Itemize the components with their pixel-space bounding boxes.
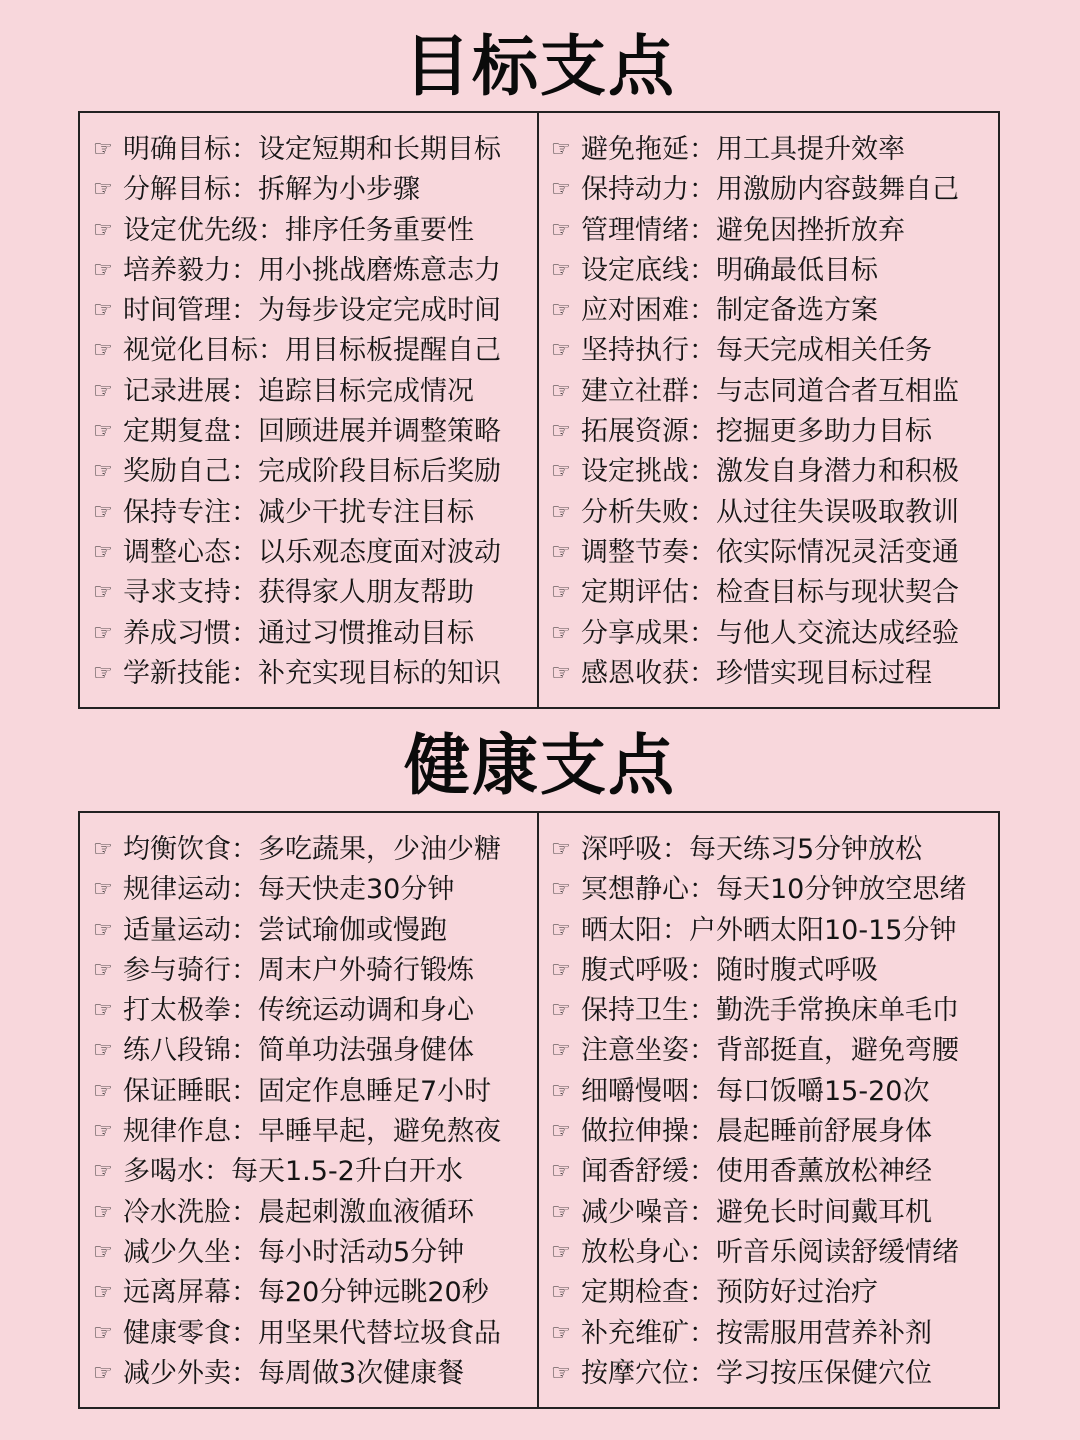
pointing-hand-icon: ☞: [93, 1239, 113, 1265]
list-item-text: 定期复盘：回顾进展并调整策略: [123, 416, 501, 448]
list-item-text: 保持卫生：勤洗手常换床单毛巾: [581, 995, 959, 1027]
pointing-hand-icon: ☞: [93, 177, 113, 203]
list-item-text: 多喝水：每天1.5-2升白开水: [123, 1156, 463, 1188]
list-item-text: 定期评估：检查目标与现状契合: [581, 577, 959, 609]
list-item: [93, 1072, 537, 1112]
goals-right-column: [539, 113, 998, 707]
list-item-text: 健康零食：用坚果代替垃圾食品: [123, 1317, 501, 1349]
list-item-text: 视觉化目标：用目标板提醒自己: [123, 335, 501, 367]
list-item-text: 减少久坐：每小时活动5分钟: [123, 1236, 465, 1268]
list-item: [551, 291, 998, 331]
list-item: [551, 1233, 998, 1273]
pointing-hand-icon: ☞: [93, 957, 113, 983]
list-item-text: 补充维矿：按需服用营养补剂: [581, 1317, 932, 1349]
list-item-text: 时间管理：为每步设定完成时间: [123, 295, 501, 327]
list-item-text: 做拉伸操：晨起睡前舒展身体: [581, 1116, 932, 1148]
list-item: [551, 251, 998, 291]
list-item: [551, 830, 998, 870]
list-item: [551, 1112, 998, 1152]
pointing-hand-icon: ☞: [551, 580, 571, 606]
pointing-hand-icon: ☞: [93, 539, 113, 565]
pointing-hand-icon: ☞: [551, 1320, 571, 1346]
pointing-hand-icon: ☞: [551, 1078, 571, 1104]
list-item-text: 定期检查：预防好过治疗: [581, 1277, 878, 1309]
list-item: [93, 1354, 537, 1394]
pointing-hand-icon: ☞: [551, 1038, 571, 1064]
list-item-text: 记录进展：追踪目标完成情况: [123, 375, 474, 407]
list-item-text: 深呼吸：每天练习5分钟放松: [581, 834, 923, 865]
list-item-text: 奖励自己：完成阶段目标后奖励: [123, 456, 501, 488]
pointing-hand-icon: ☞: [93, 1320, 113, 1346]
pointing-hand-icon: ☞: [93, 1159, 113, 1185]
list-item: [551, 951, 998, 991]
list-item-text: 放松身心：听音乐阅读舒缓情绪: [581, 1236, 959, 1268]
list-item-text: 管理情绪：避免因挫折放弃: [581, 214, 905, 246]
health-left-column: [80, 813, 539, 1407]
list-item-text: 分解目标：拆解为小步骤: [123, 174, 420, 206]
list-item-text: 减少外卖：每周做3次健康餐: [123, 1357, 465, 1389]
list-item-text: 闻香舒缓：使用香薰放松神经: [581, 1156, 932, 1188]
list-item-text: 明确目标：设定短期和长期目标: [123, 134, 501, 165]
pointing-hand-icon: ☞: [551, 298, 571, 324]
pointing-hand-icon: ☞: [551, 338, 571, 364]
pointing-hand-icon: ☞: [93, 1280, 113, 1306]
list-item-text: 注意坐姿：背部挺直，避免弯腰: [581, 1035, 959, 1067]
pointing-hand-icon: ☞: [551, 419, 571, 445]
list-item-text: 冥想静心：每天10分钟放空思绪: [581, 874, 967, 906]
list-item-text: 参与骑行：周末户外骑行锻炼: [123, 954, 474, 986]
list-item: [93, 493, 537, 533]
pointing-hand-icon: ☞: [93, 1078, 113, 1104]
list-item: [93, 1233, 537, 1273]
list-item-text: 减少噪音：避免长时间戴耳机: [581, 1196, 932, 1228]
list-item: [551, 654, 998, 694]
list-item: [551, 1031, 998, 1071]
pointing-hand-icon: ☞: [551, 499, 571, 525]
list-item-text: 分享成果：与他人交流达成经验: [581, 617, 959, 649]
list-item-text: 保持动力：用激励内容鼓舞自己: [581, 174, 959, 206]
list-item: [93, 991, 537, 1031]
list-item: [93, 951, 537, 991]
pointing-hand-icon: ☞: [551, 217, 571, 243]
list-item: [93, 870, 537, 910]
list-item: [93, 533, 537, 573]
list-item: [551, 911, 998, 951]
pointing-hand-icon: ☞: [551, 257, 571, 283]
list-item: [551, 991, 998, 1031]
list-item-text: 保持专注：减少干扰专注目标: [123, 496, 474, 528]
pointing-hand-icon: ☞: [93, 338, 113, 364]
pointing-hand-icon: ☞: [551, 837, 571, 862]
health-right-column: [539, 813, 998, 1407]
list-item-text: 拓展资源：挖掘更多助力目标: [581, 416, 932, 448]
list-item: [93, 1273, 537, 1313]
pointing-hand-icon: ☞: [93, 998, 113, 1024]
list-item: [551, 412, 998, 452]
list-item-text: 学新技能：补充实现目标的知识: [123, 657, 501, 689]
list-item-text: 冷水洗脸：晨起刺激血液循环: [123, 1196, 474, 1228]
list-item-text: 设定底线：明确最低目标: [581, 254, 878, 286]
list-item-text: 练八段锦：简单功法强身健体: [123, 1035, 474, 1067]
pointing-hand-icon: ☞: [93, 1119, 113, 1145]
list-item-text: 适量运动：尝试瑜伽或慢跑: [123, 914, 447, 946]
pointing-hand-icon: ☞: [93, 499, 113, 525]
pointing-hand-icon: ☞: [93, 298, 113, 324]
list-item-text: 细嚼慢咽：每口饭嚼15-20次: [581, 1075, 930, 1107]
pointing-hand-icon: ☞: [93, 1360, 113, 1386]
list-item: [93, 1193, 537, 1233]
list-item-text: 调整心态：以乐观态度面对波动: [123, 536, 501, 568]
list-item: [551, 1314, 998, 1354]
list-item-text: 规律作息：早睡早起，避免熬夜: [123, 1116, 501, 1148]
pointing-hand-icon: ☞: [93, 378, 113, 404]
list-item-text: 远离屏幕：每20分钟远眺20秒: [123, 1277, 489, 1309]
list-item: [551, 533, 998, 573]
list-item: [551, 1354, 998, 1394]
list-item: [93, 1031, 537, 1071]
list-item: [551, 573, 998, 613]
pointing-hand-icon: ☞: [551, 660, 571, 686]
pointing-hand-icon: ☞: [551, 378, 571, 404]
pointing-hand-icon: ☞: [93, 137, 113, 162]
pointing-hand-icon: ☞: [551, 539, 571, 565]
pointing-hand-icon: ☞: [551, 1199, 571, 1225]
pointing-hand-icon: ☞: [551, 1280, 571, 1306]
pointing-hand-icon: ☞: [93, 257, 113, 283]
pointing-hand-icon: ☞: [93, 877, 113, 903]
pointing-hand-icon: ☞: [93, 419, 113, 445]
pointing-hand-icon: ☞: [551, 957, 571, 983]
list-item: [93, 654, 537, 694]
pointing-hand-icon: ☞: [551, 137, 571, 162]
list-item-text: 建立社群：与志同道合者互相监: [581, 375, 959, 407]
list-item-text: 培养毅力：用小挑战磨炼意志力: [123, 254, 501, 286]
list-item: [551, 372, 998, 412]
pointing-hand-icon: ☞: [551, 1239, 571, 1265]
pointing-hand-icon: ☞: [551, 877, 571, 903]
list-item-text: 养成习惯：通过习惯推动目标: [123, 617, 474, 649]
list-item: [93, 291, 537, 331]
list-item: [551, 211, 998, 251]
pointing-hand-icon: ☞: [551, 998, 571, 1024]
list-item-text: 按摩穴位：学习按压保健穴位: [581, 1357, 932, 1389]
list-item: [93, 1314, 537, 1354]
list-item-text: 调整节奏：依实际情况灵活变通: [581, 536, 959, 568]
list-item-text: 均衡饮食：多吃蔬果，少油少糖: [123, 834, 501, 865]
pointing-hand-icon: ☞: [93, 1038, 113, 1064]
list-item: [93, 830, 537, 870]
section-title-goals: 目标支点: [404, 28, 676, 105]
list-item: [93, 211, 537, 251]
list-item: [93, 614, 537, 654]
goals-left-column: [80, 113, 539, 707]
pointing-hand-icon: ☞: [93, 580, 113, 606]
list-item: [93, 130, 537, 170]
list-item: [551, 452, 998, 492]
list-item: [551, 170, 998, 210]
list-item-text: 应对困难：制定备选方案: [581, 295, 878, 327]
pointing-hand-icon: ☞: [551, 177, 571, 203]
list-item-text: 规律运动：每天快走30分钟: [123, 874, 455, 906]
list-item: [551, 1193, 998, 1233]
list-item-text: 设定挑战：激发自身潜力和积极: [581, 456, 959, 488]
list-item-text: 感恩收获：珍惜实现目标过程: [581, 657, 932, 689]
list-item-text: 坚持执行：每天完成相关任务: [581, 335, 932, 367]
pointing-hand-icon: ☞: [93, 620, 113, 646]
list-item: [93, 170, 537, 210]
pointing-hand-icon: ☞: [93, 1199, 113, 1225]
pointing-hand-icon: ☞: [551, 1119, 571, 1145]
list-item: [551, 870, 998, 910]
list-item-text: 寻求支持：获得家人朋友帮助: [123, 577, 474, 609]
list-item-text: 腹式呼吸：随时腹式呼吸: [581, 954, 878, 986]
list-item: [93, 1152, 537, 1192]
list-item: [93, 573, 537, 613]
goals-box: [78, 111, 1000, 709]
pointing-hand-icon: ☞: [551, 1159, 571, 1185]
list-item: [551, 614, 998, 654]
list-item: [93, 372, 537, 412]
list-item: [551, 1273, 998, 1313]
list-item: [93, 331, 537, 371]
list-item: [551, 331, 998, 371]
pointing-hand-icon: ☞: [93, 217, 113, 243]
pointing-hand-icon: ☞: [551, 459, 571, 485]
list-item-text: 分析失败：从过往失误吸取教训: [581, 496, 959, 528]
list-item-text: 打太极拳：传统运动调和身心: [123, 995, 474, 1027]
list-item: [551, 1152, 998, 1192]
list-item-text: 设定优先级：排序任务重要性: [123, 214, 474, 246]
pointing-hand-icon: ☞: [551, 620, 571, 646]
list-item-text: 晒太阳：户外晒太阳10-15分钟: [581, 914, 957, 946]
pointing-hand-icon: ☞: [93, 660, 113, 686]
pointing-hand-icon: ☞: [551, 917, 571, 943]
health-box: [78, 811, 1000, 1409]
list-item-text: 避免拖延：用工具提升效率: [581, 134, 905, 165]
pointing-hand-icon: ☞: [93, 837, 113, 862]
list-item: [93, 911, 537, 951]
list-item: [551, 493, 998, 533]
list-item: [551, 130, 998, 170]
pointing-hand-icon: ☞: [93, 459, 113, 485]
list-item: [93, 251, 537, 291]
list-item: [93, 452, 537, 492]
pointing-hand-icon: ☞: [93, 917, 113, 943]
list-item: [551, 1072, 998, 1112]
pointing-hand-icon: ☞: [551, 1360, 571, 1386]
section-title-health: 健康支点: [404, 727, 676, 804]
list-item-text: 保证睡眠：固定作息睡足7小时: [123, 1075, 492, 1107]
list-item: [93, 412, 537, 452]
list-item: [93, 1112, 537, 1152]
